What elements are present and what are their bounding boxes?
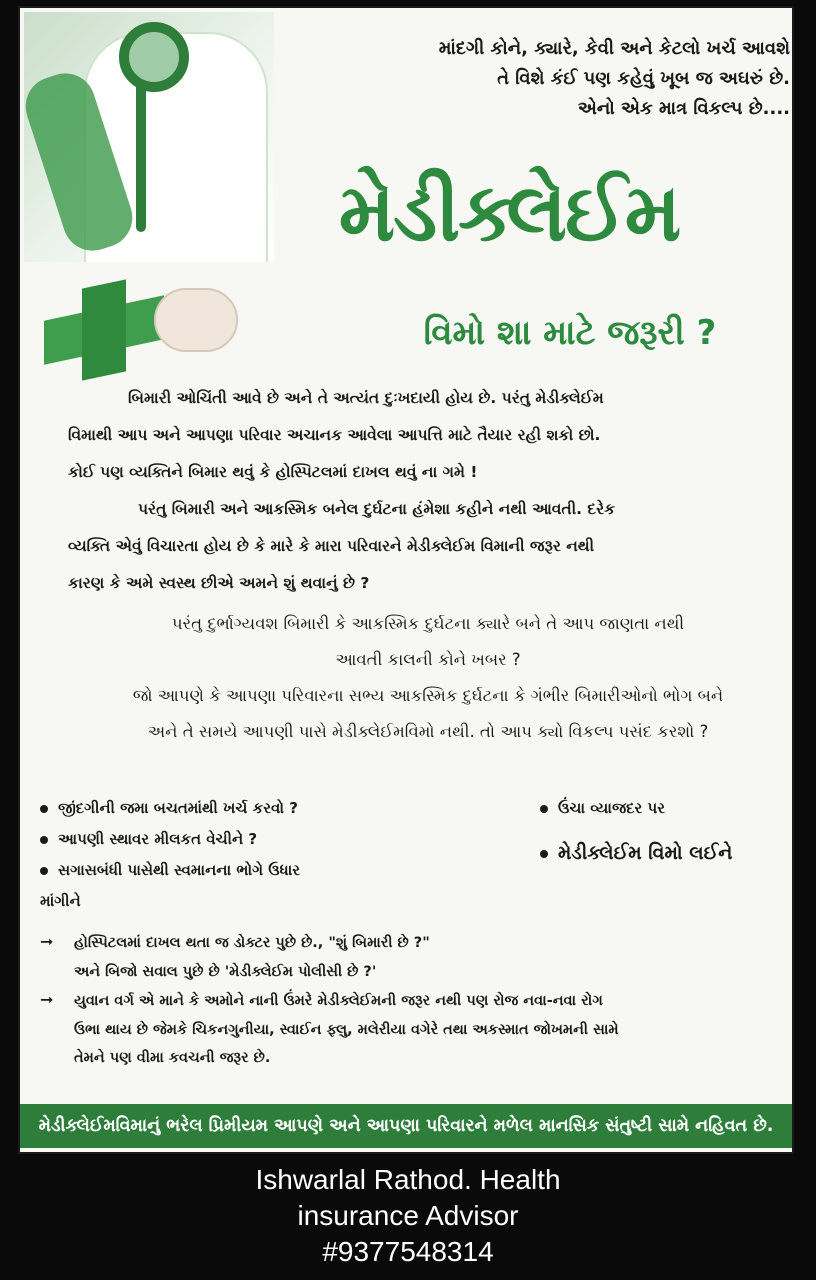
intro-line: એનો એક માત્ર વિકલ્પ છે....: [577, 98, 790, 119]
paragraph-line: પરંતુ બિમારી અને આકસ્મિક બનેલ દુર્ઘટના હંમેશા કહીને નથી આવતી. દરેક: [138, 500, 616, 518]
intro-line: તે વિશે કંઈ પણ કહેવું ખૂબ જ અઘરું છે.: [497, 68, 790, 89]
list-item: [540, 836, 796, 870]
paragraph-line: કોઈ પણ વ્યક્તિને બિમાર થવું કે હોસ્પિટલમાં દાખલ થવું ના ગમે !: [68, 463, 478, 481]
list-item: [40, 855, 340, 917]
intro-line: માંદગી કોને, ક્યારે, કેવી અને કેટલો ખર્ચ આવશે: [438, 38, 790, 59]
note-text: યુવાન વર્ગ એ માને કે અમોને નાની ઉંમરે મેડીક્લેઈમની જરૂર નથી પણ રોજ નવા-નવા રોગ: [74, 993, 603, 1009]
note-line: [40, 986, 788, 1016]
options-left-list: [40, 793, 340, 917]
paragraph-line: વ્યક્તિ એવું વિચારતા હોય છે કે મારે કે મારા પરિવારને મેડીક્લેઈમ વિમાની જરૂર નથી: [68, 537, 595, 555]
page-subtitle: વિમો શા માટે જરૂરી ?: [423, 313, 717, 353]
medical-cross-icon: [44, 278, 244, 388]
option-label: સગાસબંધી પાસેથી સ્વમાનના ભોગે ઉધાર માંગીને: [40, 861, 301, 910]
note-text: ઉભા થાય છે જેમકે ચિકનગુનીયા, સ્વાઈન ફ્લુ, મલેરીયા વગેરે તથા અકસ્માત જોખમની સામે: [74, 1021, 619, 1038]
note-text: અને બિજો સવાલ પુછે છે 'મેડીક્લેઈમ પોલીસી છે ?': [74, 963, 377, 980]
paragraph-line: અને તે સમયે આપણી પાસે મેડીક્લેઈમવિમો નથી. તો આપ ક્યો વિકલ્પ પસંદ કરશો ?: [147, 722, 709, 741]
paragraph-line: વિમાથી આપ અને આપણા પરિવાર અચાનક આવેલા આપત્તિ માટે તૈયાર રહી શકો છો.: [68, 426, 601, 444]
caption-line: Ishwarlal Rathod. Health: [255, 1164, 561, 1195]
footer-banner: મેડીક્લેઈમવિમાનું ભરેલ પ્રિમીયમ આપણે અને આપણા પરિવારને મળેલ માનસિક સંતુષ્ટી સામે નહિવત છે.: [20, 1104, 792, 1148]
caption-line: #9377548314: [322, 1236, 494, 1267]
note-text: તેમને પણ વીમા કવચની જરૂર છે.: [74, 1050, 271, 1066]
note-line: [40, 958, 788, 987]
note-text: હોસ્પિટલમાં દાખલ થતા જ ડોક્ટર પુછે છે., "શું બિમારી છે ?": [74, 935, 430, 951]
advisor-caption: [0, 1162, 816, 1270]
bullet-icon: [40, 836, 48, 844]
option-label: ઉંચા વ્યાજદર પર: [558, 799, 665, 817]
list-item: [40, 824, 340, 855]
options-right-list: [540, 793, 796, 870]
list-item: [540, 793, 796, 824]
caption-line: insurance Advisor: [297, 1200, 519, 1231]
paragraph-line: જો આપણે કે આપણા પરિવારના સભ્ય આકસ્મિક દુર્ઘટના કે ગંભીર બિમારીઓનો ભોગ બને: [132, 686, 724, 705]
option-label: આપણી સ્થાવર મીલકત વેચીને ?: [58, 830, 258, 848]
notes: [40, 928, 788, 1073]
poster: [18, 6, 794, 1154]
note-line: [40, 1044, 788, 1073]
arrow-right-icon: ➞: [40, 990, 54, 1009]
intro-text: [290, 34, 790, 124]
bullet-icon: [540, 850, 548, 858]
paragraph-question: [68, 606, 788, 750]
paragraph-line: કારણ કે અમે સ્વસ્થ છીએ અમને શું થવાનું છે ?: [68, 574, 370, 592]
bullet-icon: [540, 805, 548, 813]
option-label: જીંદગીની જમા બચતમાંથી ખર્ચ કરવો ?: [58, 799, 298, 817]
bullet-icon: [40, 867, 48, 875]
arrow-right-icon: ➞: [40, 932, 54, 951]
list-item: [40, 793, 340, 824]
paragraph-line: બિમારી ઓચિંતી આવે છે અને તે અત્યંત દુઃખદાયી હોય છે. પરંતુ મેડીક્લેઈમ: [128, 389, 604, 407]
note-line: [40, 928, 788, 958]
paragraph-line: આવતી કાલની કોને ખબર ?: [335, 650, 521, 669]
paragraph-intro: [68, 380, 788, 602]
note-line: [40, 1016, 788, 1045]
option-label: મેડીક્લેઈમ વિમો લઈને: [558, 842, 733, 864]
bullet-icon: [40, 805, 48, 813]
paragraph-line: પરંતુ દુર્ભાગ્યવશ બિમારી કે આકસ્મિક દુર્ઘટના ક્યારે બને તે આપ જાણતા નથી: [171, 614, 685, 633]
brand-title: મેડીક્લેઈમ: [338, 166, 680, 259]
